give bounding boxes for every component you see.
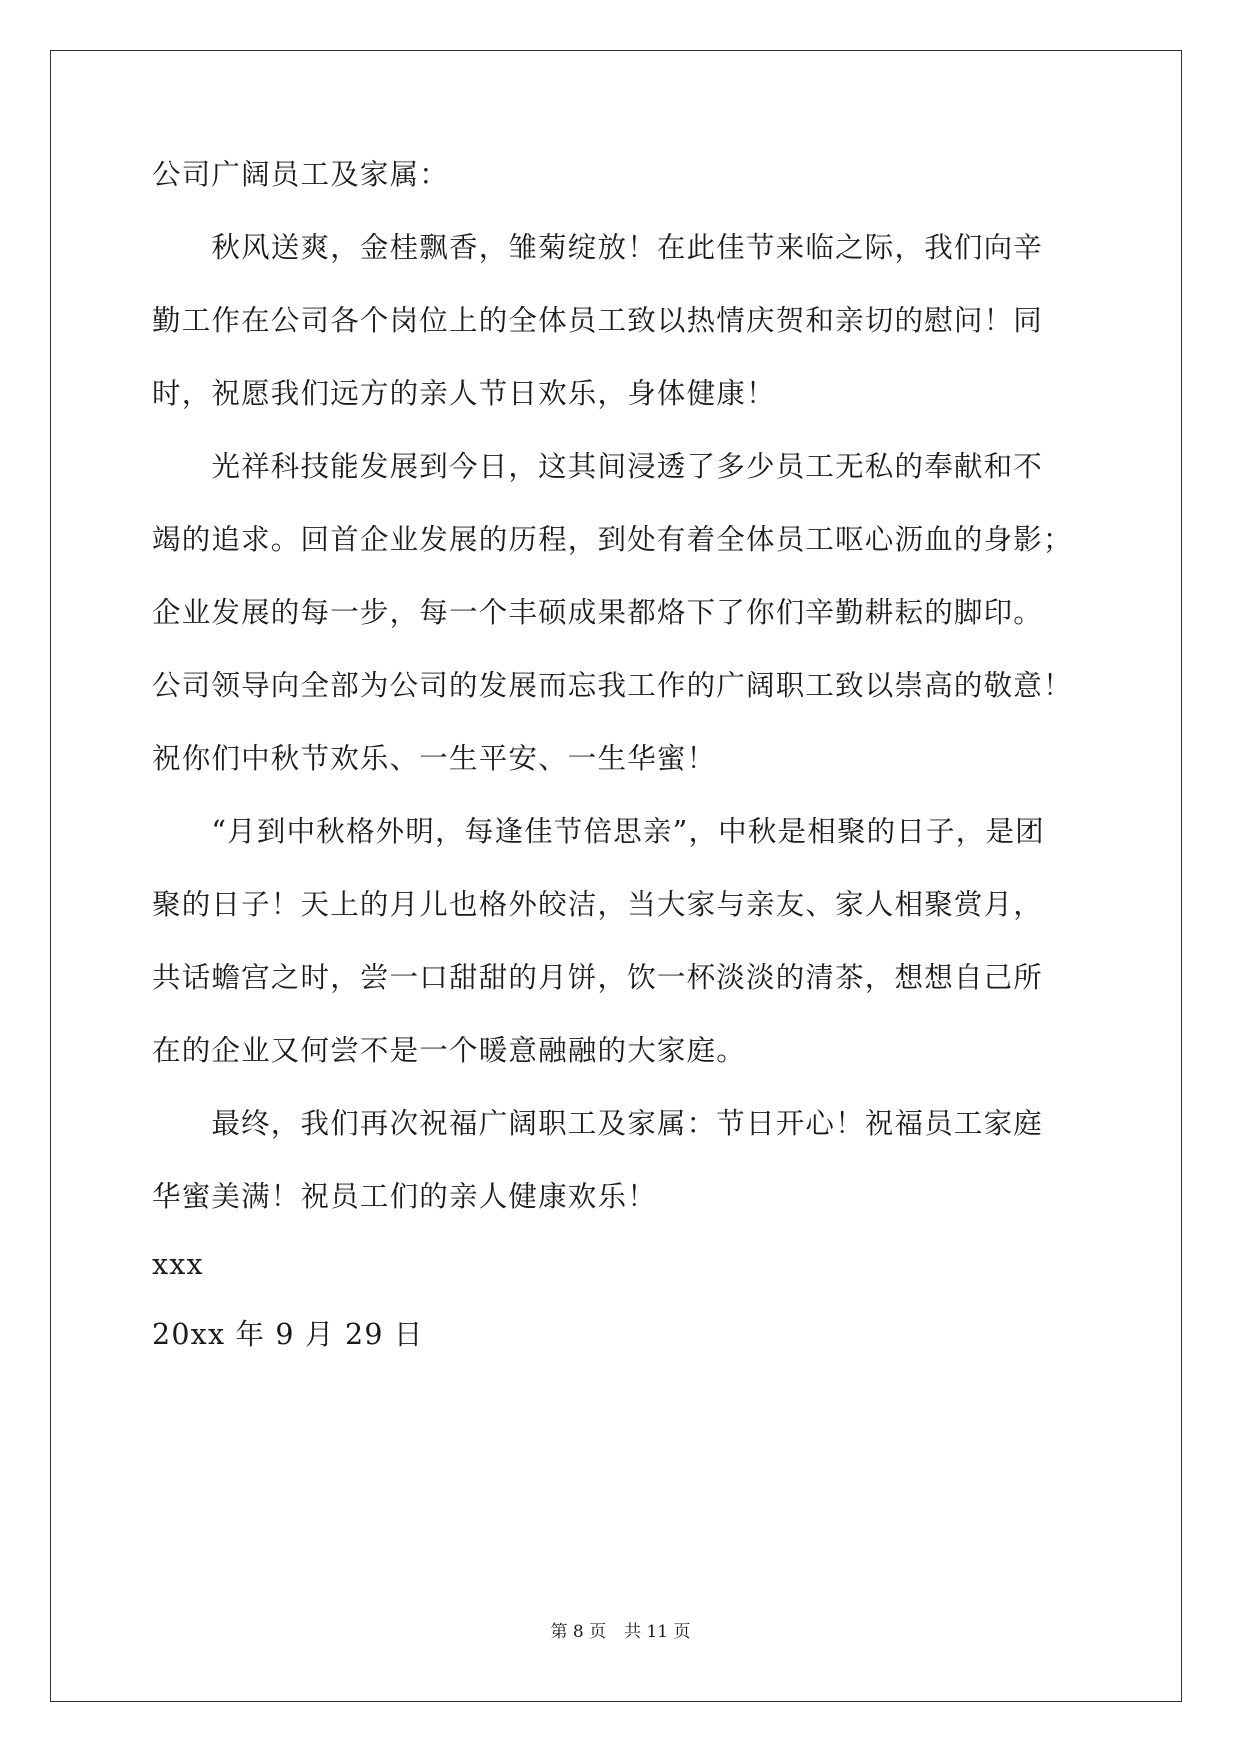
paragraph-line: 聚的日子！天上的月儿也格外皎洁，当大家与亲友、家人相聚赏月， — [152, 888, 1044, 921]
page-footer — [0, 1620, 1241, 1644]
date-line: 20xx 年 9 月 29 日 — [152, 1318, 424, 1351]
salutation: 公司广阔员工及家属： — [152, 158, 450, 191]
paragraph-line: 勤工作在公司各个岗位上的全体员工致以热情庆贺和亲切的慰问！同 — [152, 304, 1044, 337]
page-border — [50, 50, 1182, 1702]
paragraph-line: 时，祝愿我们远方的亲人节日欢乐，身体健康！ — [152, 377, 776, 410]
paragraph-line: 华蜜美满！祝员工们的亲人健康欢乐！ — [152, 1180, 657, 1213]
paragraph-line: 最终，我们再次祝福广阔职工及家属：节日开心！祝福员工家庭 — [152, 1107, 1044, 1140]
signature: xxx — [152, 1248, 204, 1281]
paragraph-line: 共话蟾宫之时，尝一口甜甜的月饼，饮一杯淡淡的清茶，想想自己所 — [152, 961, 1044, 994]
paragraph-line: 公司领导向全部为公司的发展而忘我工作的广阔职工致以崇高的敬意！ — [152, 669, 1073, 702]
paragraph-line: 在的企业又何尝不是一个暖意融融的大家庭。 — [152, 1034, 747, 1067]
page-total: 共 11 页 — [624, 1622, 691, 1642]
paragraph-line: 竭的追求。回首企业发展的历程，到处有着全体员工呕心沥血的身影； — [152, 523, 1073, 556]
paragraph-line: 光祥科技能发展到今日，这其间浸透了多少员工无私的奉献和不 — [152, 450, 1044, 483]
paragraph-line: 秋风送爽，金桂飘香，雏菊绽放！在此佳节来临之际，我们向辛 — [152, 231, 1044, 264]
paragraph-line: “月到中秋格外明，每逢佳节倍思亲”，中秋是相聚的日子，是团 — [152, 815, 1045, 848]
page-number: 第 8 页 — [550, 1622, 607, 1642]
paragraph-line: 企业发展的每一步，每一个丰硕成果都烙下了你们辛勤耕耘的脚印。 — [152, 596, 1044, 629]
paragraph-line: 祝你们中秋节欢乐、一生平安、一生华蜜！ — [152, 742, 717, 775]
